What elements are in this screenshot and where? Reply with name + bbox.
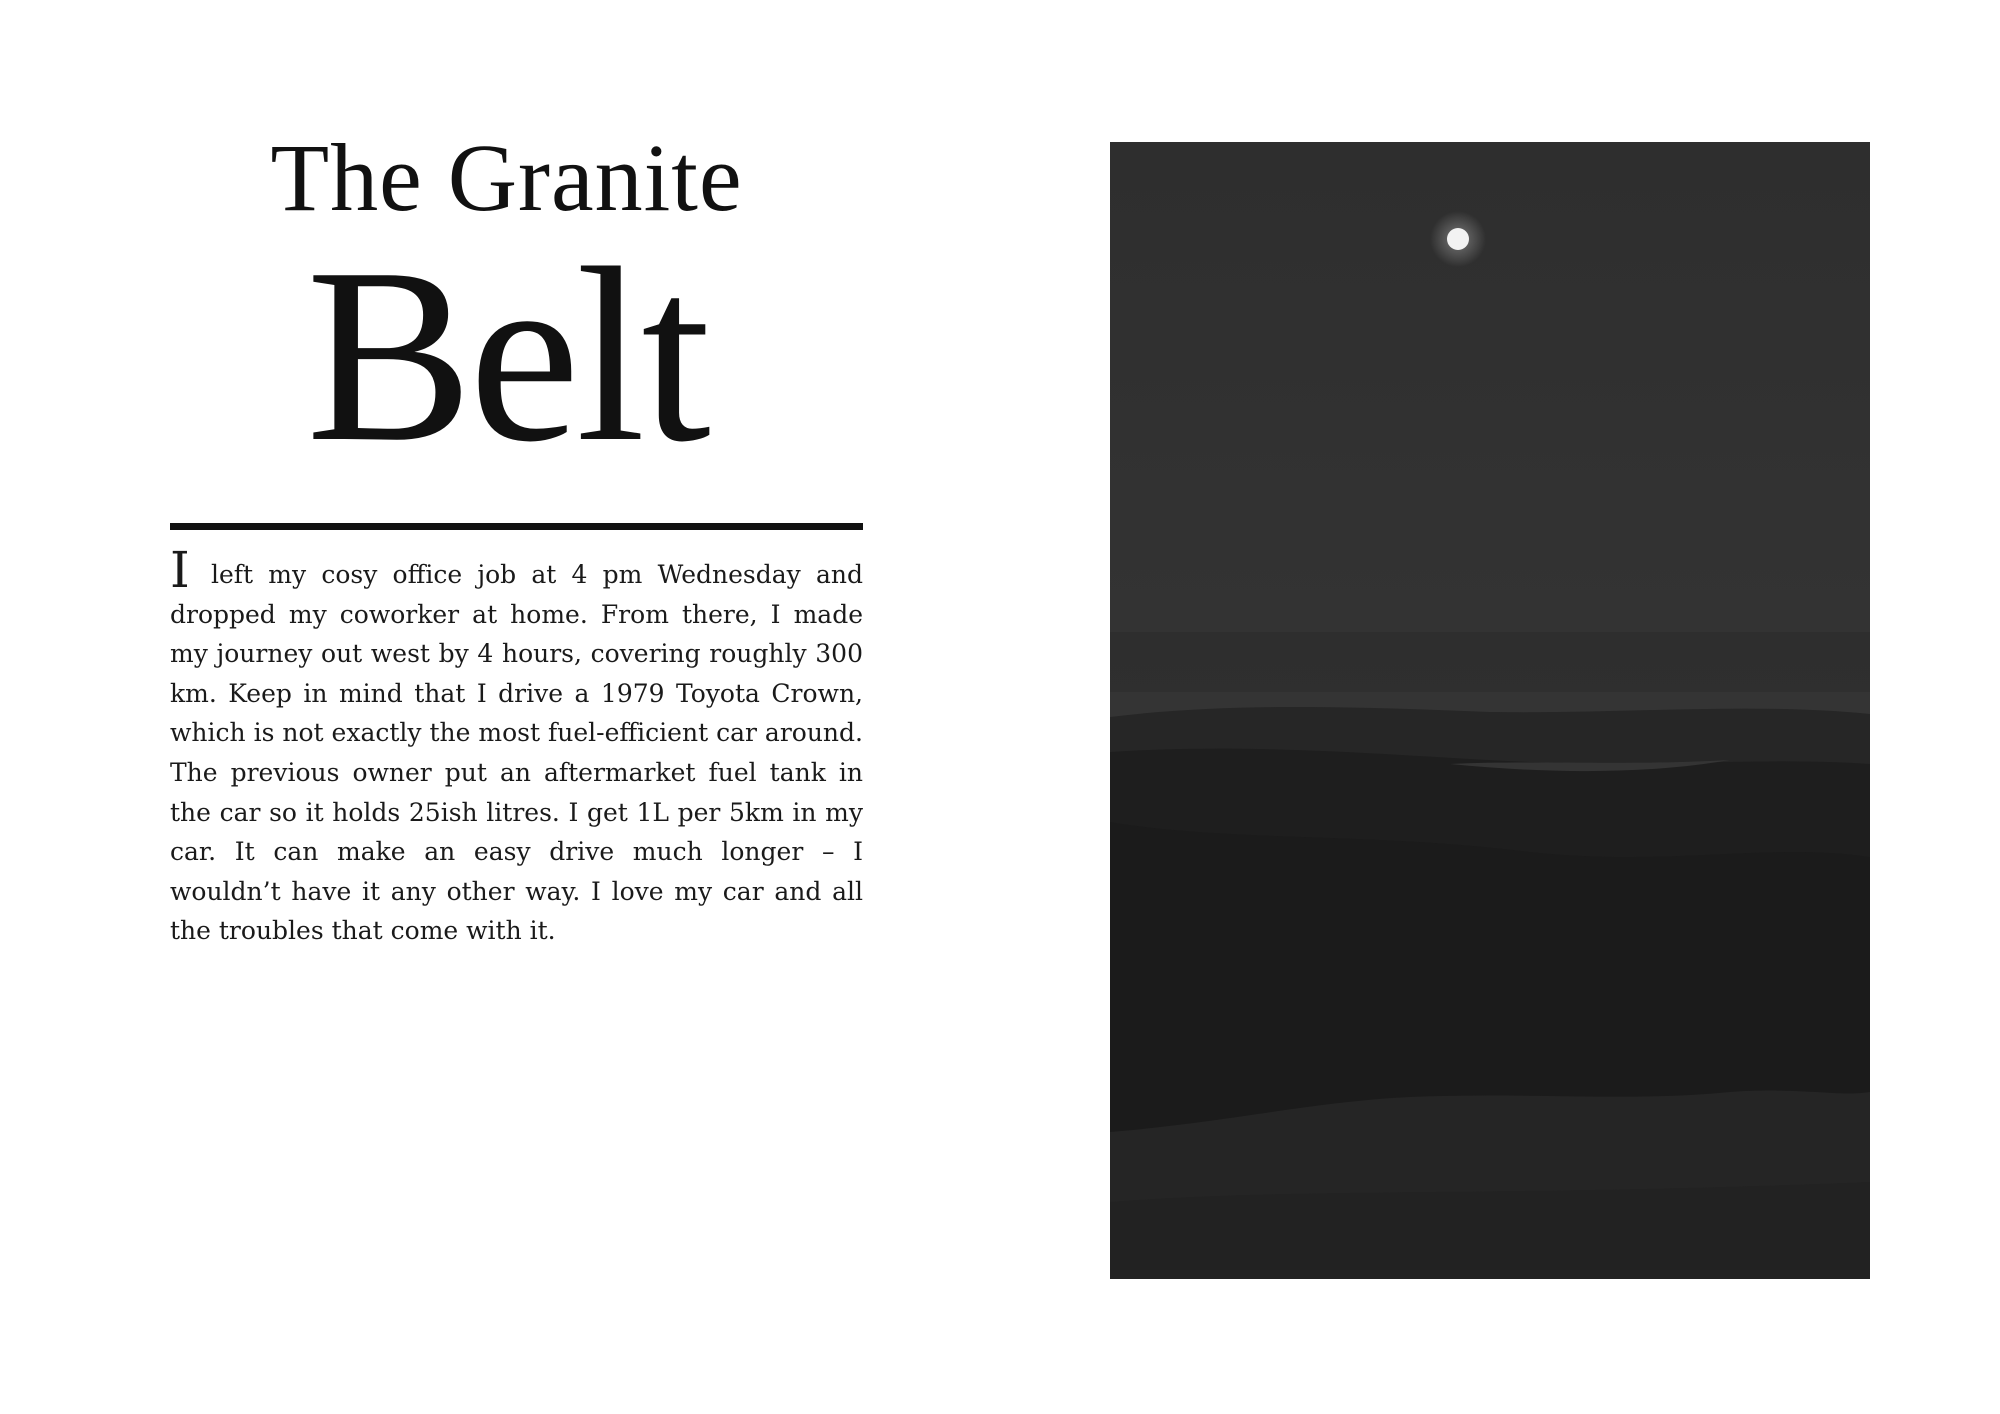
title-divider (170, 523, 863, 530)
article-body-text: left my cosy office job at 4 pm Wednesday and dropped my coworker at home. From there, I made my journey out west by 4 hours, covering roughly 300 km. Keep in mind that I drive a 1979 Toyota Crown, which is not exactly the most fuel-efficient car around. The previous owner put an aftermarket fuel tank in the car so it holds 25ish litres. I get 1L per 5km in my car. It can make an easy drive much longer – I wouldn’t have it any other way. I love my car and all the troubles that come with it. (170, 560, 863, 946)
title-small: The Granite (270, 124, 743, 231)
landscape-photo (1110, 142, 1870, 1279)
drop-cap: I (170, 541, 190, 599)
moon-over-hills-icon (1110, 142, 1870, 1279)
title-large: Belt (306, 217, 707, 494)
title-block (170, 124, 863, 494)
article-body (170, 541, 863, 951)
